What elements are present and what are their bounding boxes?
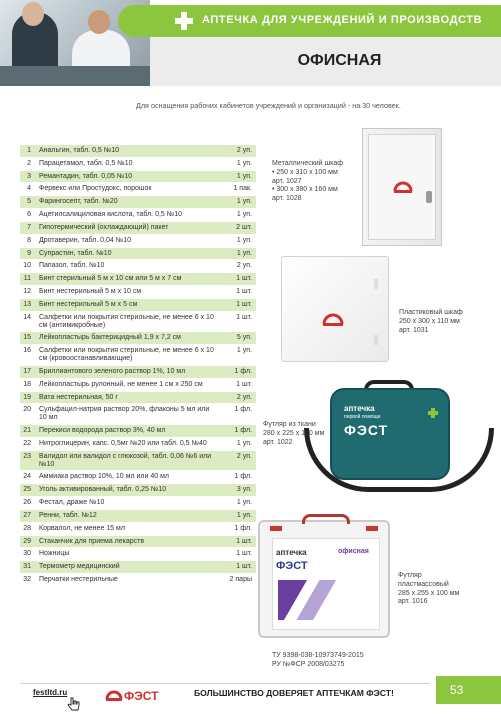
item-quantity: 2 пары [218, 573, 256, 586]
item-number: 20 [20, 404, 36, 425]
brand-name: ФЭСТ [124, 689, 159, 703]
item-name: Фервекс или Простудокс, порошок [36, 183, 218, 196]
table-row [20, 509, 256, 522]
table-row [20, 273, 256, 286]
desk [0, 66, 150, 86]
table-row [20, 573, 256, 586]
item-name: Корвалол, не менее 15 мл [36, 522, 218, 535]
bag-print-brand: ФЭСТ [344, 422, 389, 438]
item-quantity: 2 уп. [218, 391, 256, 404]
table-row [20, 484, 256, 497]
table-row [20, 404, 256, 425]
item-number: 14 [20, 311, 36, 332]
table-row [20, 561, 256, 574]
item-name: Супрастин, табл. №10 [36, 247, 218, 260]
footer-divider [20, 683, 430, 684]
item-quantity: 2 уп. [218, 145, 256, 157]
item-number: 9 [20, 247, 36, 260]
item-number: 25 [20, 484, 36, 497]
table-row [20, 471, 256, 484]
item-number: 19 [20, 391, 36, 404]
item-quantity: 2 шт. [218, 221, 256, 234]
metal-cabinet-caption: Металлический шкаф • 250 х 310 х 100 мм арт. 1027 • 300 х 380 х 160 мм арт. 1028 [272, 160, 344, 202]
item-quantity: 1 фл. [218, 404, 256, 425]
item-number: 26 [20, 497, 36, 510]
item-quantity: 1 уп. [218, 247, 256, 260]
item-number: 16 [20, 345, 36, 366]
case-print-brand: ФЭСТ [276, 560, 308, 572]
certification-text: ТУ 9398-038-10973749-2015 РУ №ФСР 2008/03275 [272, 652, 364, 668]
table-row [20, 522, 256, 535]
item-name: Дротаверин, табл. 0,04 №10 [36, 234, 218, 247]
fest-logo-icon [322, 311, 344, 327]
table-row [20, 311, 256, 332]
item-number: 31 [20, 561, 36, 574]
header-band [118, 5, 501, 37]
cross-icon [428, 408, 438, 418]
item-number: 27 [20, 509, 36, 522]
item-number: 29 [20, 535, 36, 548]
table-row [20, 170, 256, 183]
item-name: Анальгин, табл. 0,5 №10 [36, 145, 218, 157]
table-row [20, 365, 256, 378]
website-link[interactable]: festltd.ru [33, 688, 68, 697]
item-number: 32 [20, 573, 36, 586]
item-number: 30 [20, 548, 36, 561]
item-quantity: 1 шт. [218, 378, 256, 391]
subtitle-band [150, 37, 501, 86]
fest-brand-logo [104, 683, 162, 705]
item-number: 23 [20, 450, 36, 471]
item-name: Перчатки нестерильные [36, 573, 218, 586]
table-row [20, 391, 256, 404]
item-number: 4 [20, 183, 36, 196]
table-row [20, 209, 256, 222]
table-row [20, 221, 256, 234]
item-number: 22 [20, 437, 36, 450]
item-quantity: 1 уп. [218, 234, 256, 247]
case-caption: Футляр пластмассовый 285 х 255 х 100 мм арт. 1016 [398, 572, 460, 606]
item-quantity: 1 шт. [218, 298, 256, 311]
plastic-cabinet-image [281, 256, 389, 362]
case-graphic [278, 580, 338, 620]
table-row [20, 157, 256, 170]
hinge [374, 335, 378, 345]
table-row [20, 497, 256, 510]
plastic-cabinet-caption: Пластиковый шкаф 250 х 300 х 110 мм арт. 1031 [399, 309, 463, 334]
item-number: 5 [20, 196, 36, 209]
item-number: 18 [20, 378, 36, 391]
item-number: 11 [20, 273, 36, 286]
item-quantity: 1 уп. [218, 170, 256, 183]
item-name: Ножницы [36, 548, 218, 561]
footer-slogan: БОЛЬШИНСТВО ДОВЕРЯЕТ АПТЕЧКАМ ФЭСТ! [194, 688, 394, 698]
table-row [20, 450, 256, 471]
item-number: 7 [20, 221, 36, 234]
item-quantity: 1 фл. [218, 365, 256, 378]
item-name: Уголь активированный, табл. 0,25 №10 [36, 484, 218, 497]
item-number: 3 [20, 170, 36, 183]
item-name: Бриллиантового зеленого раствор 1%, 10 мл [36, 365, 218, 378]
table-row [20, 425, 256, 438]
bag-caption: Футляр из ткани 280 х 225 х 130 мм арт. 1022 [263, 421, 325, 446]
item-name: Сульфацил-натрия раствор 20%, флаконы 5 мл или 10 мл [36, 404, 218, 425]
case-print-type: офисная [338, 548, 369, 555]
item-quantity: 1 шт. [218, 561, 256, 574]
item-quantity: 1 фл. [218, 425, 256, 438]
bag-print-label: аптечка [344, 404, 375, 413]
item-number: 1 [20, 145, 36, 157]
item-name: Термометр медицинский [36, 561, 218, 574]
table-row [20, 234, 256, 247]
item-number: 21 [20, 425, 36, 438]
case-latch [270, 526, 282, 531]
item-name: Лейкопластырь бактерицидный 1,9 х 7,2 см [36, 332, 218, 345]
table-row [20, 332, 256, 345]
item-quantity: 1 уп. [218, 345, 256, 366]
plus-icon [175, 12, 193, 30]
item-number: 24 [20, 471, 36, 484]
table-row [20, 378, 256, 391]
item-quantity: 1 фл. [218, 471, 256, 484]
item-name: Вата нестерильная, 50 г [36, 391, 218, 404]
case-print-label: аптечка [276, 548, 307, 557]
item-name: Бинт нестерильный 5 м х 5 см [36, 298, 218, 311]
table-row [20, 183, 256, 196]
lock-icon [426, 191, 432, 203]
item-quantity: 1 шт. [218, 286, 256, 299]
item-quantity: 1 фл. [218, 522, 256, 535]
item-quantity: 1 шт. [218, 548, 256, 561]
item-quantity: 1 уп. [218, 497, 256, 510]
item-name: Фарингосепт, табл. №20 [36, 196, 218, 209]
item-quantity: 2 уп. [218, 450, 256, 471]
page-number: 53 [436, 676, 501, 704]
item-quantity: 1 шт. [218, 273, 256, 286]
table-row [20, 247, 256, 260]
item-name: Папазол, табл. №10 [36, 260, 218, 273]
item-name: Нитроглицерин, капс. 0,5мг №20 или табл. 0,5 №40 [36, 437, 218, 450]
item-name: Бинт нестерильный 5 м х 10 см [36, 286, 218, 299]
item-number: 6 [20, 209, 36, 222]
table-row [20, 196, 256, 209]
table-row [20, 145, 256, 157]
item-number: 12 [20, 286, 36, 299]
item-name: Салфетки или покрытия стерильные, не менее 6 х 10 см (антимикробные) [36, 311, 218, 332]
item-quantity: 1 уп. [218, 157, 256, 170]
item-quantity: 1 шт. [218, 311, 256, 332]
case-handle [302, 514, 350, 524]
table-row [20, 548, 256, 561]
table-row [20, 298, 256, 311]
page-title: АПТЕЧКА ДЛЯ УЧРЕЖДЕНИЙ И ПРОИЗВОДСТВ [202, 14, 483, 26]
intro-text: Для оснащения рабочих кабинетов учреждений и организаций - на 30 человек. [136, 101, 401, 110]
kit-name: ОФИСНАЯ [297, 52, 382, 69]
table-row [20, 437, 256, 450]
table-row [20, 286, 256, 299]
contents-table [20, 145, 256, 587]
item-quantity: 1 пак. [218, 183, 256, 196]
table-row [20, 260, 256, 273]
item-quantity: 5 уп. [218, 332, 256, 345]
item-name: Ренни, табл. №12 [36, 509, 218, 522]
item-quantity: 1 шт. [218, 535, 256, 548]
item-quantity: 1 уп. [218, 209, 256, 222]
item-quantity: 3 уп. [218, 484, 256, 497]
item-name: Перекиси водорода раствор 3%, 40 мл [36, 425, 218, 438]
item-number: 10 [20, 260, 36, 273]
plastic-case-image [258, 520, 390, 638]
item-number: 13 [20, 298, 36, 311]
item-quantity: 1 уп. [218, 437, 256, 450]
item-number: 15 [20, 332, 36, 345]
item-quantity: 1 уп. [218, 509, 256, 522]
fabric-bag-image [304, 380, 494, 508]
metal-cabinet-image [362, 128, 442, 246]
item-name: Парацетамол, табл. 0,5 №10 [36, 157, 218, 170]
item-name: Бинт стерильный 5 м х 10 см или 5 м х 7 см [36, 273, 218, 286]
item-number: 8 [20, 234, 36, 247]
item-name: Стаканчик для приема лекарств [36, 535, 218, 548]
fest-logo-icon [393, 179, 413, 193]
hinge [374, 279, 378, 289]
item-name: Фестал, драже №10 [36, 497, 218, 510]
item-name: Гипотермический (охлаждающий) пакет [36, 221, 218, 234]
item-name: Лейкопластырь рулонный, не менее 1 см х 250 см [36, 378, 218, 391]
person-head [88, 10, 110, 34]
pointer-hand-icon [66, 696, 82, 712]
person-head [22, 2, 44, 26]
item-name: Салфетки или покрытия стерильные, не менее 6 х 10 см (кровоостанавливающие) [36, 345, 218, 366]
item-number: 17 [20, 365, 36, 378]
case-latch [366, 526, 378, 531]
item-quantity: 1 уп. [218, 196, 256, 209]
item-quantity: 2 уп. [218, 260, 256, 273]
bag-print-label: первой помощи [344, 414, 381, 420]
table-row [20, 345, 256, 366]
item-number: 28 [20, 522, 36, 535]
table-row [20, 535, 256, 548]
item-name: Валидол или валидол с глюкозой, табл. 0,06 №6 или №10 [36, 450, 218, 471]
item-number: 2 [20, 157, 36, 170]
item-name: Ремантадин, табл. 0,05 №10 [36, 170, 218, 183]
item-name: Аммиака раствор 10%, 10 мл или 40 мл [36, 471, 218, 484]
item-name: Ацетилсалициловая кислота, табл. 0,5 №10 [36, 209, 218, 222]
